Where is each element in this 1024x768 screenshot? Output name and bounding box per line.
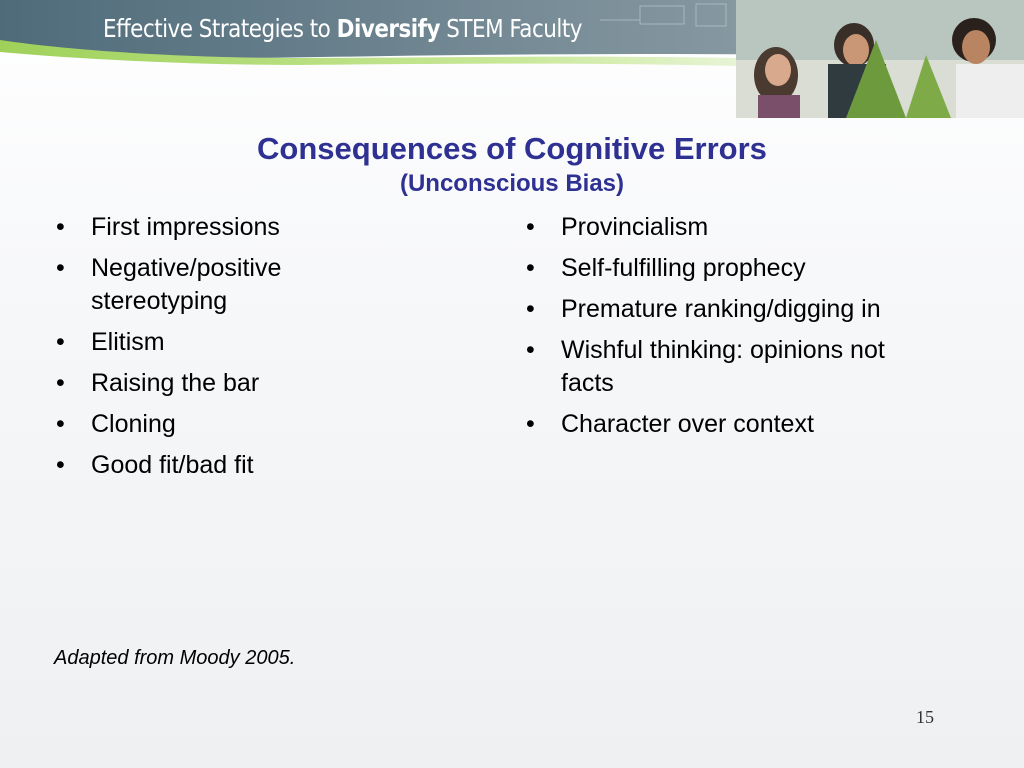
list-item: • Wishful thinking: opinions not facts: [524, 334, 944, 400]
list-item: • Elitism: [54, 326, 384, 359]
source-credit: Adapted from Moody 2005.: [54, 647, 296, 669]
list-item: • First impressions: [54, 211, 384, 244]
list-item: • Good fit/bad fit: [54, 449, 384, 482]
header-banner: [0, 0, 1024, 118]
list-item: • Cloning: [54, 408, 384, 441]
slide-subtitle: (Unconscious Bias): [399, 170, 625, 197]
list-item: • Character over context: [524, 408, 944, 441]
right-bullet-list: [524, 211, 944, 449]
banner-title: Effective Strategies to Diversify STEM Faculty: [103, 14, 582, 43]
list-item: • Provincialism: [524, 211, 944, 244]
slide-title: Consequences of Cognitive Errors: [257, 131, 767, 166]
students-photo: [736, 0, 1024, 118]
page-number: 15: [916, 707, 934, 727]
left-bullet-list: [54, 211, 384, 490]
list-item: • Negative/positive stereotyping: [54, 252, 384, 318]
list-item: • Self-fulfilling prophecy: [524, 252, 944, 285]
list-item: • Premature ranking/digging in: [524, 293, 944, 326]
list-item: • Raising the bar: [54, 367, 384, 400]
